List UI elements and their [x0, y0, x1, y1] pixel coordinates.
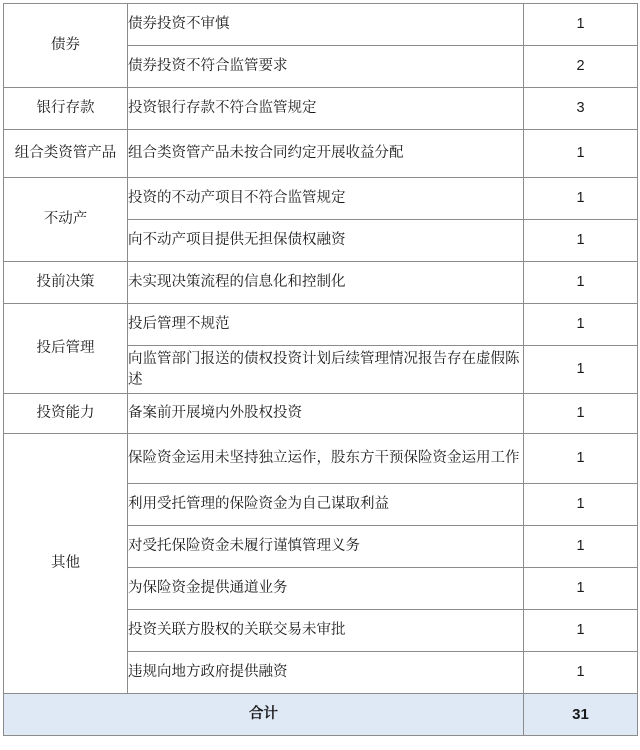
table-row	[4, 434, 638, 484]
table-row	[4, 178, 638, 220]
table-row	[4, 262, 638, 304]
count-cell: 1	[524, 484, 638, 526]
violations-table	[3, 3, 638, 736]
category-cell: 投后管理	[4, 304, 128, 394]
category-cell: 其他	[4, 434, 128, 694]
total-count: 31	[524, 694, 638, 736]
count-cell: 1	[524, 346, 638, 394]
issue-cell: 利用受托管理的保险资金为自己谋取利益	[128, 484, 524, 526]
issue-cell: 投资关联方股权的关联交易未审批	[128, 610, 524, 652]
issue-cell: 债券投资不符合监管要求	[128, 46, 524, 88]
table-row	[4, 394, 638, 434]
total-row	[4, 694, 638, 736]
count-cell: 1	[524, 610, 638, 652]
count-cell: 1	[524, 652, 638, 694]
issue-cell: 为保险资金提供通道业务	[128, 568, 524, 610]
issue-cell: 保险资金运用未坚持独立运作，股东方干预保险资金运用工作	[128, 434, 524, 484]
issue-cell: 违规向地方政府提供融资	[128, 652, 524, 694]
issue-cell: 向不动产项目提供无担保债权融资	[128, 220, 524, 262]
count-cell: 1	[524, 130, 638, 178]
category-cell: 投资能力	[4, 394, 128, 434]
count-cell: 1	[524, 568, 638, 610]
issue-cell: 对受托保险资金未履行谨慎管理义务	[128, 526, 524, 568]
issue-cell: 投后管理不规范	[128, 304, 524, 346]
category-cell: 不动产	[4, 178, 128, 262]
issue-cell: 未实现决策流程的信息化和控制化	[128, 262, 524, 304]
issue-cell: 向监管部门报送的债权投资计划后续管理情况报告存在虚假陈述	[128, 346, 524, 394]
category-cell: 投前决策	[4, 262, 128, 304]
table-row	[4, 130, 638, 178]
issue-cell: 备案前开展境内外股权投资	[128, 394, 524, 434]
count-cell: 1	[524, 304, 638, 346]
category-cell: 债券	[4, 4, 128, 88]
issue-cell: 债券投资不审慎	[128, 4, 524, 46]
count-cell: 1	[524, 526, 638, 568]
count-cell: 1	[524, 4, 638, 46]
issue-cell: 投资银行存款不符合监管规定	[128, 88, 524, 130]
count-cell: 2	[524, 46, 638, 88]
category-cell: 组合类资管产品	[4, 130, 128, 178]
count-cell: 1	[524, 262, 638, 304]
count-cell: 3	[524, 88, 638, 130]
category-cell: 银行存款	[4, 88, 128, 130]
table-row	[4, 304, 638, 346]
count-cell: 1	[524, 394, 638, 434]
table-row	[4, 4, 638, 46]
issue-cell: 组合类资管产品未按合同约定开展收益分配	[128, 130, 524, 178]
issue-cell: 投资的不动产项目不符合监管规定	[128, 178, 524, 220]
count-cell: 1	[524, 178, 638, 220]
count-cell: 1	[524, 434, 638, 484]
count-cell: 1	[524, 220, 638, 262]
total-label: 合计	[4, 694, 524, 736]
table-row	[4, 88, 638, 130]
